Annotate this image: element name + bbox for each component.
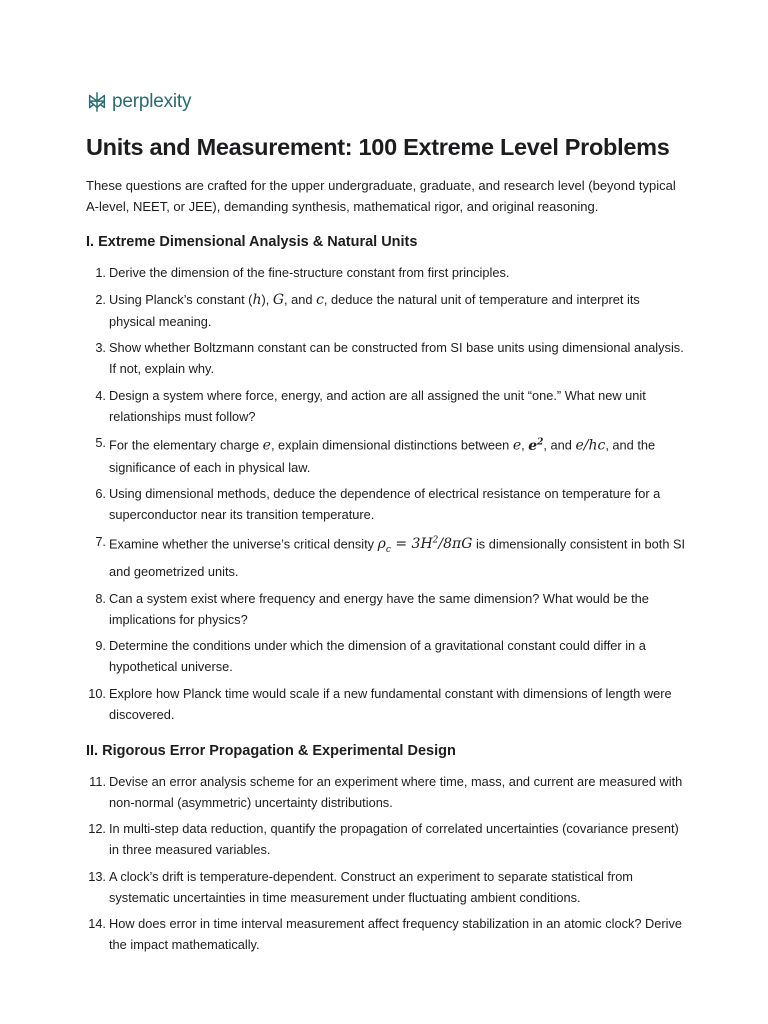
math-g: G [272,291,285,308]
item-text: Explore how Planck time would scale if a new fundamental constant with dimensions of length were discovered. [109,685,672,722]
item-number: 7. [95,533,106,549]
section-2 [86,741,686,956]
item-number: 3. [95,340,106,355]
item-text-part: ), [261,291,273,307]
math-e: e [262,437,271,454]
list-item [86,483,686,525]
item-text: Design a system where force, energy, and action are all assigned the unit “one.” What new unit relationships must follow? [109,387,646,424]
problem-list [86,262,686,725]
list-item [86,385,686,427]
item-number: 11. [89,773,106,789]
math-c: c [316,291,324,308]
section-heading: I. Extreme Dimensional Analysis & Natural Units [86,234,418,250]
list-item [86,771,686,813]
math-e-squared [528,438,543,454]
item-number: 12. [88,821,106,837]
document-page [86,88,686,961]
item-text-part: Examine whether the universe’s critical density [109,536,378,552]
section-heading: II. Rigorous Error Propagation & Experimental Design [86,742,456,759]
item-number: 13. [88,868,106,884]
item-text-part: For the elementary charge [109,437,263,453]
item-number: 10. [88,685,106,701]
math-e-base: e [528,437,538,454]
item-number: 14. [88,916,106,932]
list-item [86,818,686,860]
list-item [86,866,686,908]
math-exponent: 2 [432,535,439,546]
list-item [86,683,686,725]
item-text-part: , and [543,437,576,453]
item-text: How does error in time interval measurement affect frequency stabilization in an atomic clock? Derive the impact mathematically. [109,916,683,953]
problem-list [86,771,686,956]
item-text: Determine the conditions under which the dimension of a gravitational constant could differ in a hypothetical universe. [109,638,646,675]
math-e-over-hc: e/hc [575,437,606,454]
list-item [86,531,686,582]
item-text: A clock’s drift is temperature-dependent. Construct an experiment to separate statistical from systematic uncertainties in time measurement under fluctuating ambient conditions. [109,868,633,905]
math-expr: = 3H [390,536,433,553]
intro-paragraph: These questions are crafted for the upper undergraduate, graduate, and research level (beyond typical A-level, NEET, or JEE), demanding synthesis, mathematical rigor, and original reasoning. [86,178,676,214]
item-text-part: , and [284,291,317,307]
brand-logo[interactable] [86,88,686,116]
item-text-part: , deduce the natural unit of temperature and interpret its physical meaning. [109,291,640,329]
item-number: 4. [95,387,106,403]
math-h: h [252,291,262,308]
item-text: Using dimensional methods, deduce the dependence of electrical resistance on temperature for a superconductor near its transition temperature. [109,486,661,523]
item-text: In multi-step data reduction, quantify the propagation of correlated uncertainties (covariance present) in three measured variables. [109,821,679,858]
item-text: Devise an error analysis scheme for an experiment where time, mass, and current are measured with non-normal (asymmetric) uncertainty distributions. [109,773,683,810]
item-text-part: , [521,437,529,453]
item-text: Can a system exist where frequency and energy have the same dimension? What would be the implications for physics? [109,590,649,627]
item-number: 6. [95,486,106,502]
item-text: Derive the dimension of the fine-structure constant from first principles. [109,265,510,280]
list-item [86,262,686,283]
math-e: e [512,437,522,454]
item-text-part: is dimensionally consistent in both SI and geometrized units. [109,536,686,580]
list-item [86,337,686,379]
item-text-part: Using Planck’s constant ( [109,291,253,307]
item-text-part: , explain dimensional distinctions between [270,437,513,453]
item-number: 1. [95,265,106,280]
page-title: Units and Measurement: 100 Extreme Level Problems [86,134,670,160]
item-number: 5. [95,435,106,450]
item-number: 9. [95,638,106,654]
math-subscript: c [385,545,391,556]
item-number: 2. [95,291,106,307]
item-text-part: , and the significance of each in physical law. [109,437,656,475]
math-expr: /8πG [438,536,473,553]
item-text: Show whether Boltzmann constant can be constructed from SI base units using dimensional analysis. If not, explain why. [109,340,684,376]
list-item [86,635,686,677]
list-item [86,432,686,478]
list-item [86,913,686,955]
math-critical-density [377,535,473,556]
list-item [86,588,686,630]
perplexity-logo-icon [86,91,108,113]
list-item [86,289,686,332]
section-1 [86,232,686,725]
math-exponent: 2 [537,437,544,447]
item-number: 8. [95,590,106,606]
math-rho: ρ [377,536,386,553]
brand-name: perplexity [112,91,192,112]
